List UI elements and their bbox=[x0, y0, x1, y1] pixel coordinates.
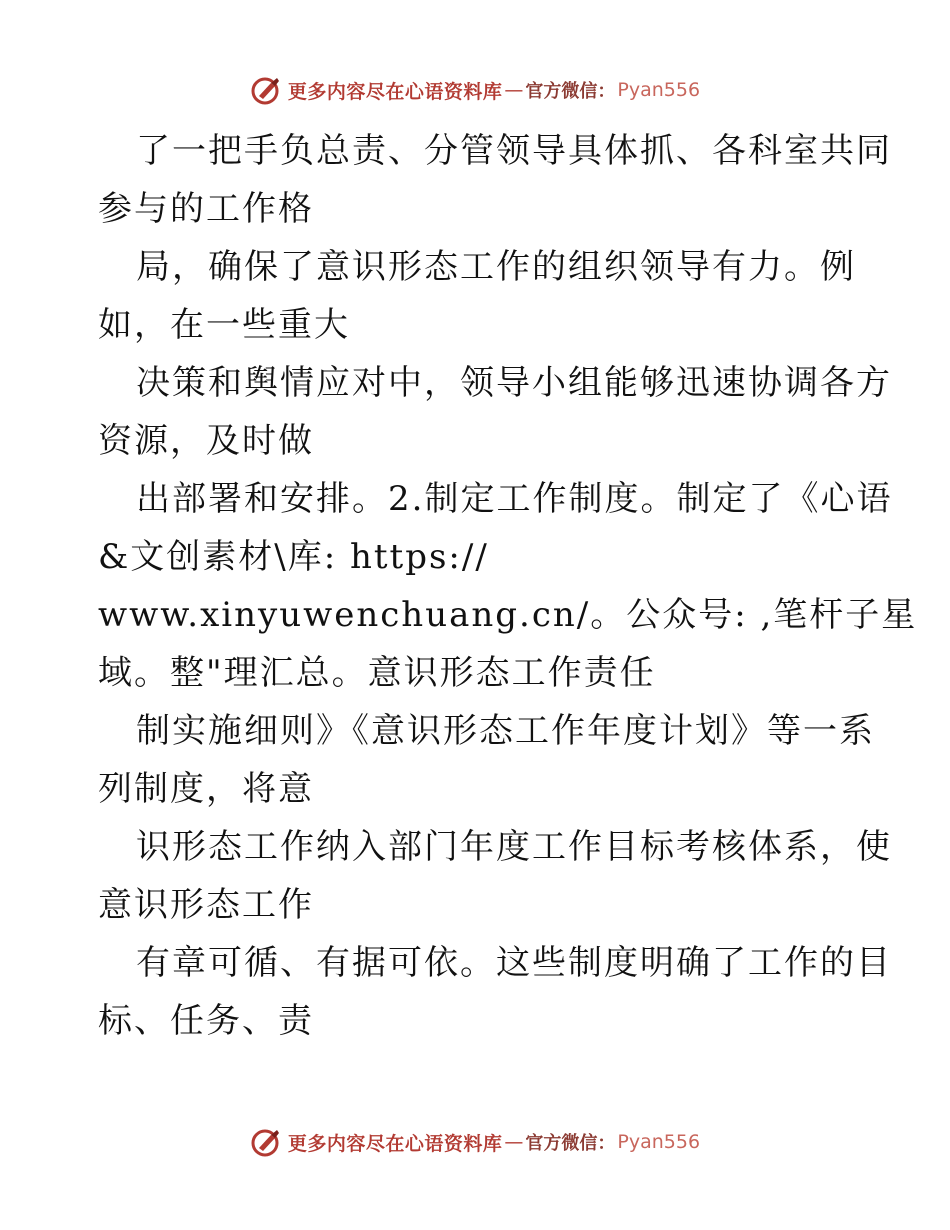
text-line: &文创素材\库: https:// bbox=[98, 537, 489, 577]
text-line: 有章可循、有据可依。这些制度明确了工作的目 bbox=[136, 943, 892, 983]
text-line: 了一把手负总责、分管领导具体抓、各科室共同 bbox=[136, 131, 892, 171]
text-line: 意识形态工作 bbox=[98, 885, 314, 925]
banner-wechat-id: Pyan556 bbox=[617, 79, 701, 101]
text-line: 参与的工作格 bbox=[98, 189, 314, 229]
text-line: 资源，及时做 bbox=[98, 421, 314, 461]
banner-dash: — bbox=[504, 79, 524, 101]
logo-icon bbox=[250, 1126, 282, 1158]
text-line: 识形态工作纳入部门年度工作目标考核体系，使 bbox=[136, 827, 892, 867]
banner-wechat-label: 官方微信： bbox=[525, 1133, 616, 1154]
banner-wechat-label: 官方微信： bbox=[525, 81, 616, 102]
footer-banner bbox=[0, 1124, 950, 1160]
banner-dash: — bbox=[504, 1131, 524, 1153]
text-line: 列制度，将意 bbox=[98, 769, 314, 809]
banner-wechat-id: Pyan556 bbox=[617, 1131, 701, 1153]
logo-icon bbox=[250, 74, 282, 106]
text-line: 局，确保了意识形态工作的组织领导有力。例 bbox=[136, 247, 856, 287]
text-line: 决策和舆情应对中，领导小组能够迅速协调各方 bbox=[136, 363, 892, 403]
text-line: 出部署和安排。2.制定工作制度。制定了《心语 bbox=[136, 479, 893, 519]
banner-main-text: 更多内容尽在心语资料库 bbox=[287, 1132, 503, 1155]
header-banner bbox=[0, 72, 950, 108]
text-line: 制实施细则》《意识形态工作年度计划》等一系 bbox=[136, 711, 875, 751]
text-line: 如，在一些重大 bbox=[98, 305, 350, 345]
text-line: 标、任务、责 bbox=[98, 1001, 314, 1041]
text-line: www.xinyuwenchuang.cn/。公众号: ,笔杆子星 bbox=[98, 595, 918, 635]
text-line: 域。整"理汇总。意识形态工作责任 bbox=[98, 653, 656, 693]
document-body bbox=[98, 122, 918, 1050]
banner-main-text: 更多内容尽在心语资料库 bbox=[287, 80, 503, 103]
